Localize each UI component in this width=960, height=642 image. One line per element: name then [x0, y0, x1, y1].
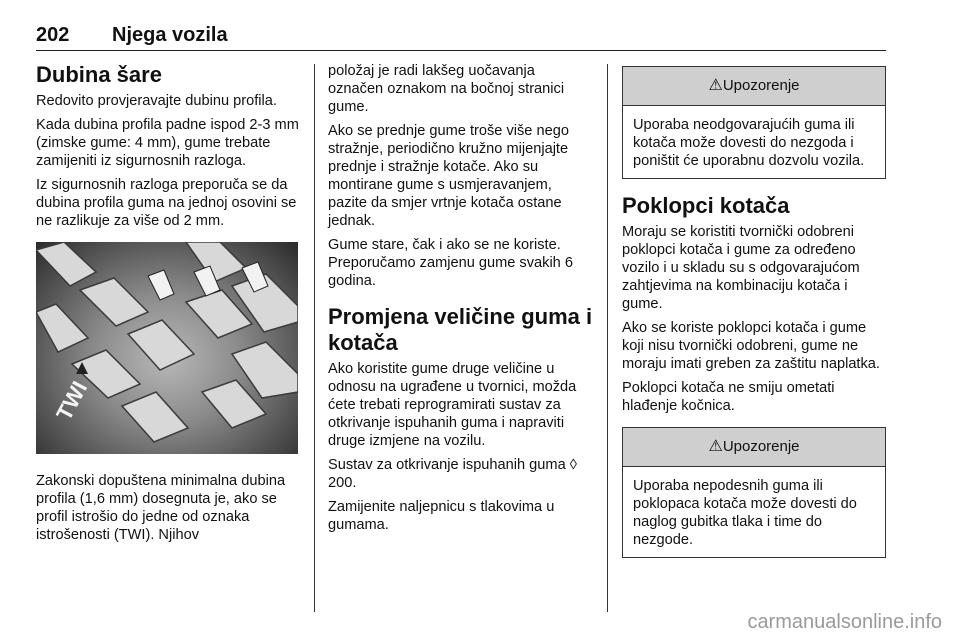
paragraph: Ako koristite gume druge veličine u odnosu na ugrađene u tvornici, možda ćete trebati reprogramirati sustav za otkrivanje ispuhanih guma i napraviti druge izmjene na vozilu. — [328, 361, 577, 449]
warning-triangle-icon: ⚠ — [708, 77, 723, 94]
warning-header — [623, 428, 885, 467]
warning-title: Upozorenje — [722, 438, 800, 455]
paragraph: Iz sigurnosnih razloga preporuča se da dubina profila guma na jednoj osovini se ne razlikuje za više od 2 mm. — [36, 177, 297, 229]
section-title: Njega vozila — [112, 24, 228, 46]
warning-box — [622, 66, 886, 179]
column-divider — [607, 64, 608, 612]
paragraph: Redovito provjeravajte dubinu profila. — [36, 93, 277, 109]
warning-triangle-icon: ⚠ — [708, 438, 723, 455]
tire-tread-illustration — [36, 242, 298, 454]
paragraph: Ako se koriste poklopci kotača i gume koji nisu tvornički odobreni, gume ne moraju imati greben za zaštitu naplatka. — [622, 320, 880, 372]
warning-text: Uporaba neodgovarajućih guma ili kotača može dovesti do nezgoda i poništit će uporabnu dozvolu vozila. — [633, 117, 865, 169]
paragraph: Zamijenite naljepnicu s tlakovima u gumama. — [328, 499, 555, 533]
warning-text: Uporaba nepodesnih guma ili poklopaca kotača može dovesti do naglog gubitka tlaka i time do nezgode. — [633, 478, 857, 548]
warning-title: Upozorenje — [722, 77, 800, 94]
paragraph: Moraju se koristiti tvornički odobreni poklopci kotača i gume za određeno vozilo i u skladu su s odgovarajućom zahtjevima na kombinaciju kotača i gume. — [622, 224, 860, 312]
paragraph: Ako se prednje gume troše više nego stražnje, periodično kružno mijenjajte prednje i stražnje kotače. Ako su montirane gume s usmjeravanjem, pazite da smjer vrtnje kotača ostane jednak. — [328, 123, 569, 229]
warning-box — [622, 427, 886, 558]
twi-label: TWI — [51, 377, 93, 425]
page-number: 202 — [36, 24, 70, 46]
paragraph: Poklopci kotača ne smiju ometati hlađenje kočnica. — [622, 380, 835, 414]
column-3 — [622, 62, 886, 568]
heading-tire-size-change: Promjena veličine guma i kotača — [328, 304, 593, 355]
warning-header — [623, 67, 885, 106]
column-2 — [328, 62, 594, 540]
paragraph: položaj je radi lakšeg uočavanja označen oznakom na bočnoj stranici gume. — [328, 63, 565, 115]
heading-tread-depth: Dubina šare — [36, 62, 162, 87]
column-divider — [314, 64, 315, 612]
watermark: carmanualsonline.info — [747, 611, 942, 633]
heading-wheel-covers: Poklopci kotača — [622, 193, 790, 218]
paragraph: Gume stare, čak i ako se ne koriste. Preporučamo zamjenu gume svakih 6 godina. — [328, 237, 573, 289]
cross-reference[interactable]: Sustav za otkrivanje ispuhanih guma ◊ 200. — [328, 457, 577, 491]
page-header — [36, 20, 886, 51]
column-1 — [36, 62, 304, 550]
paragraph: Kada dubina profila padne ispod 2-3 mm (zimske gume: 4 mm), gume trebate zamijeniti iz sigurnosnih razloga. — [36, 117, 299, 169]
paragraph: Zakonski dopuštena minimalna dubina profila (1,6 mm) dosegnuta je, ako se profil istrošio do jedne od oznaka istrošenosti (TWI). Njihov — [36, 473, 286, 543]
tire-tread-drawing — [36, 242, 298, 454]
